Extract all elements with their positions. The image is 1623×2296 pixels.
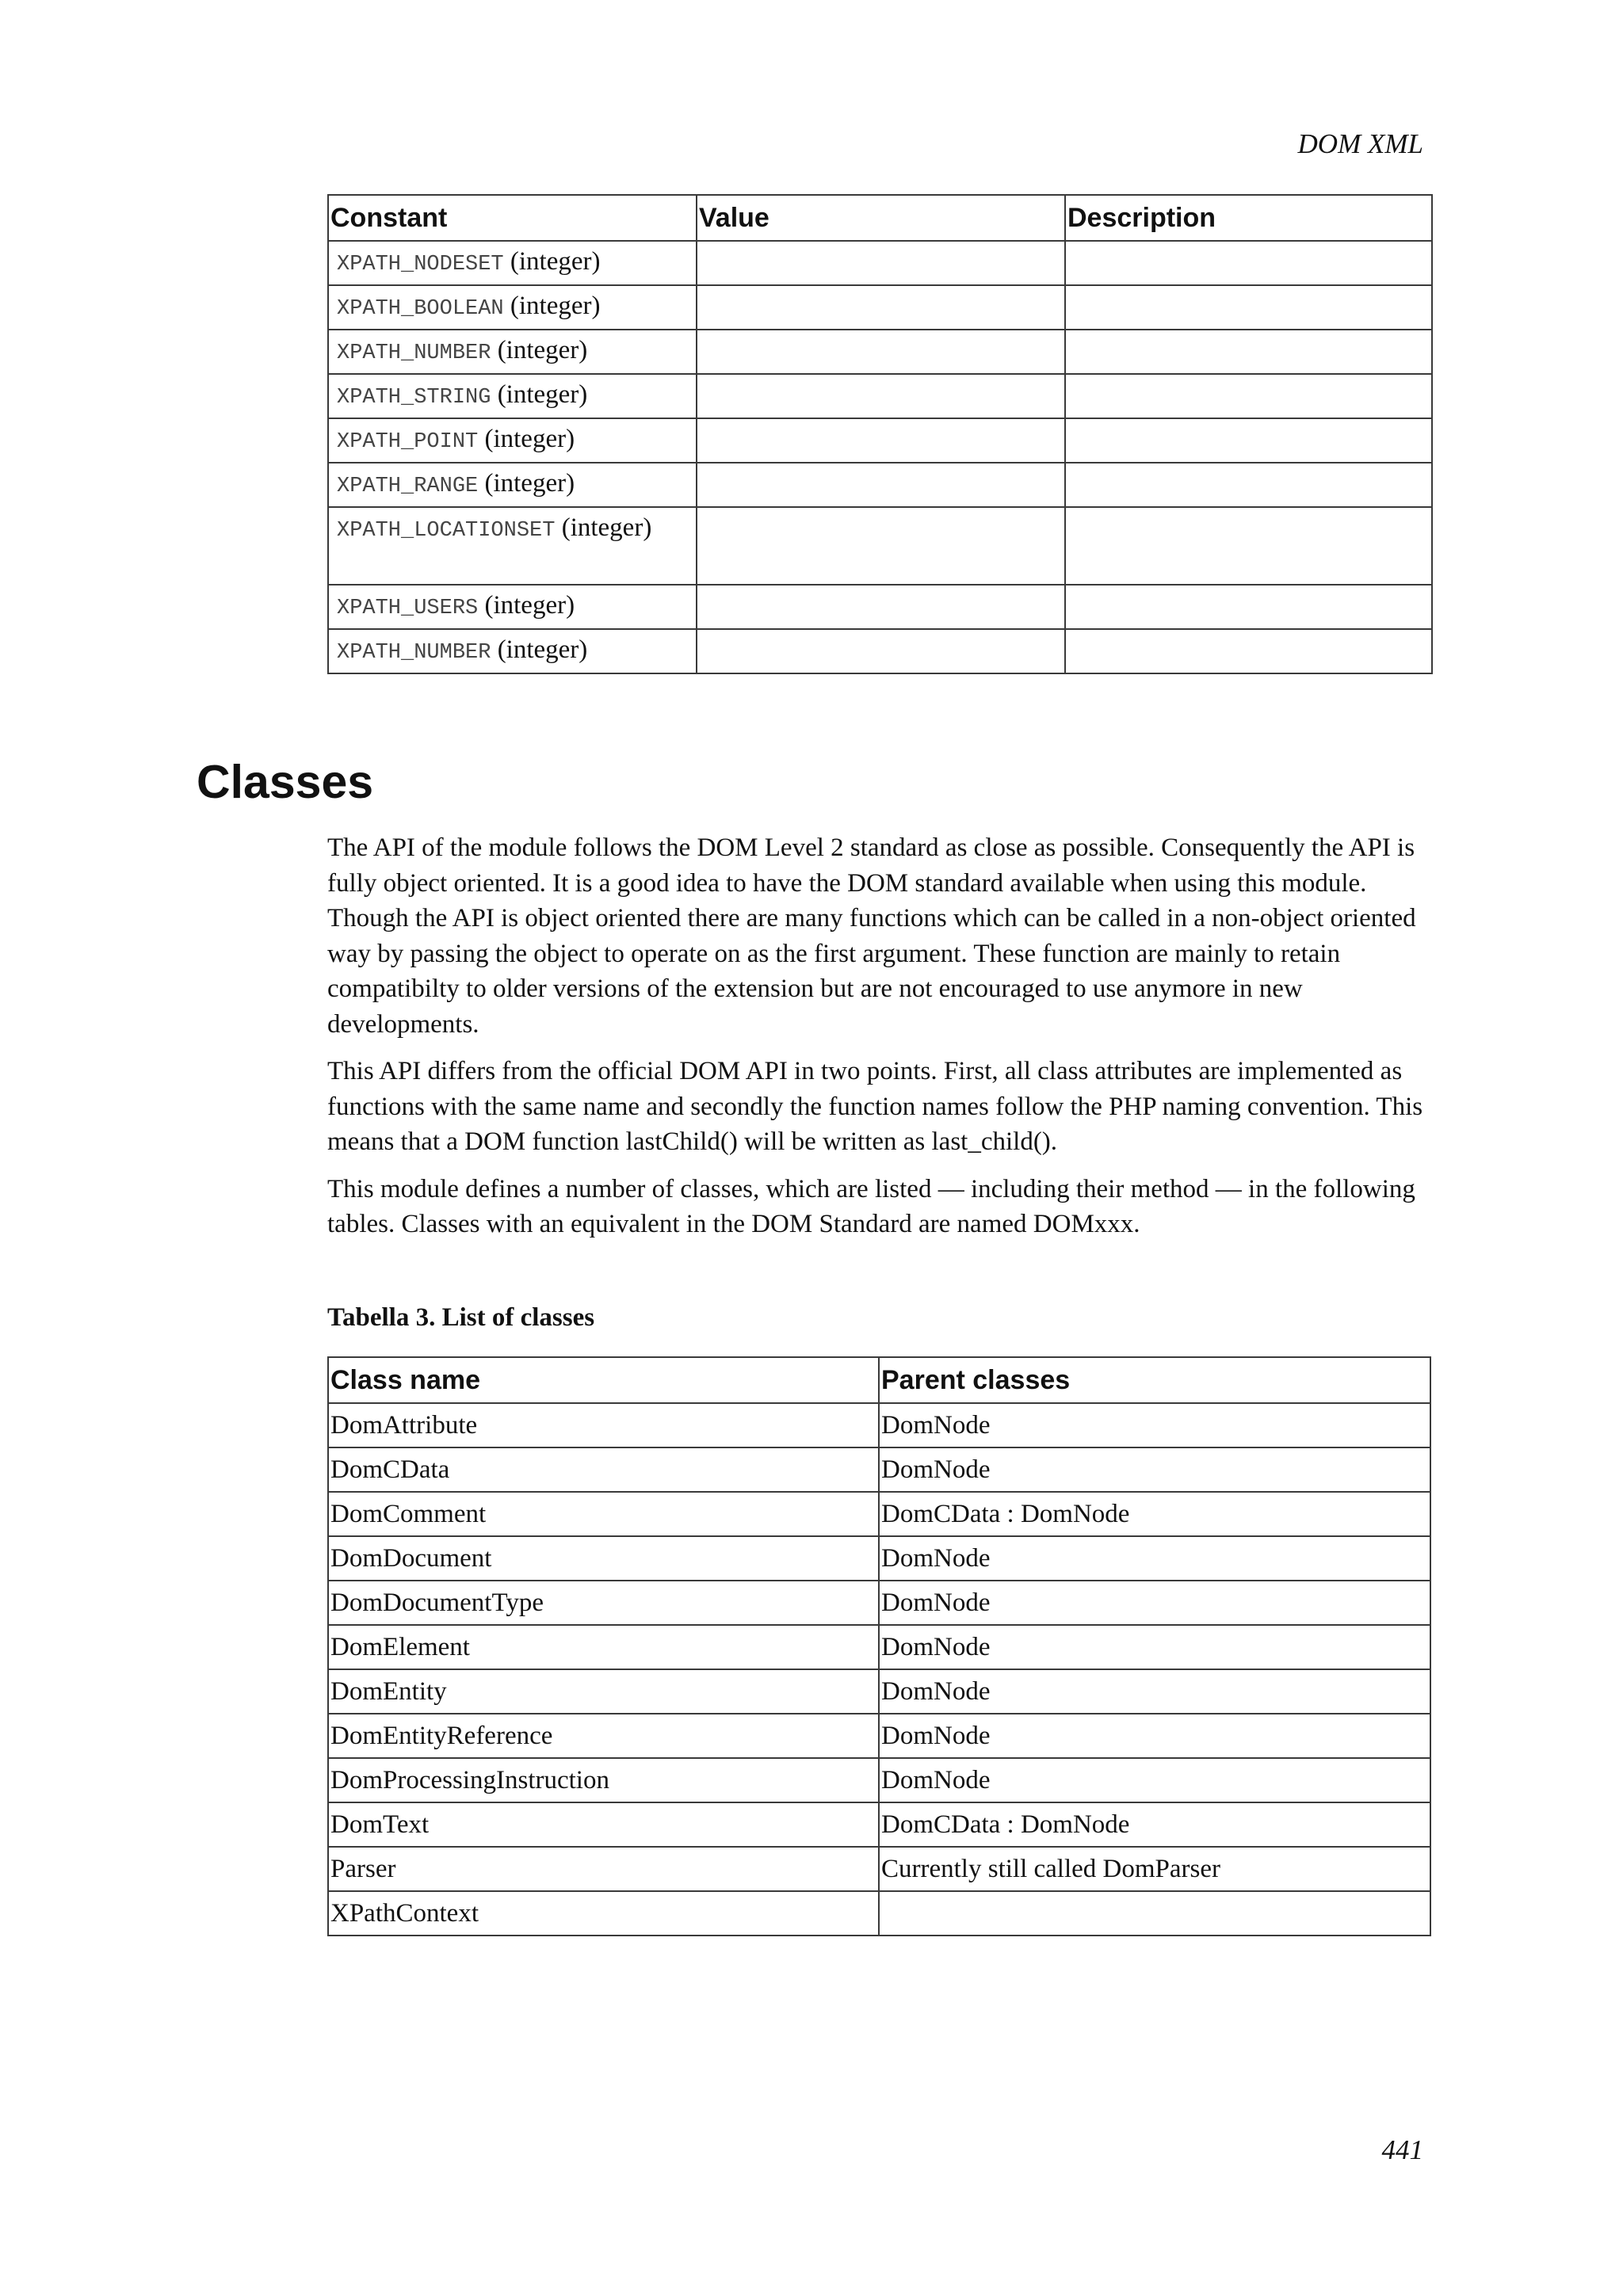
table-row [328,1758,1430,1802]
parent-class-cell: DomNode [879,1714,1430,1758]
constant-cell [328,507,697,585]
table-row [328,1447,1430,1492]
description-cell [1065,507,1432,585]
description-cell [1065,374,1432,418]
constant-type: (integer) [561,513,652,542]
column-header-value: Value [697,195,1065,241]
parent-class-cell: DomNode [879,1403,1430,1447]
constant-type: (integer) [497,336,588,364]
paragraph: This API differs from the official DOM API in two points. First, all class attributes are implemented as functions with the same name and secondly the function names follow the PHP naming convention. This means that a DOM function lastChild() will be written as last_child(). [327,1057,1423,1156]
constant-name: XPATH_NUMBER [337,641,491,665]
value-cell [697,241,1065,285]
classes-table [327,1356,1431,1936]
paragraph: The API of the module follows the DOM Level 2 standard as close as possible. Consequently the API is fully object oriented. It is a good idea to have the DOM standard available when using this module. Though the API is object oriented there are many functions which can be called in a non-object oriented way by passing the object to operate on as the first argument. These function are mainly to retain compatibilty to older versions of the extension but are not encouraged to use anymore in new developments. [327,833,1416,1039]
class-name-cell: DomDocument [328,1536,879,1581]
value-cell [697,418,1065,463]
table-row [328,1714,1430,1758]
class-name-cell: DomText [328,1802,879,1847]
constant-type: (integer) [484,591,575,620]
table-row [328,1847,1430,1891]
classes-table-header [328,1357,1430,1403]
parent-class-cell: DomNode [879,1536,1430,1581]
class-name-cell: DomComment [328,1492,879,1536]
table-row [328,1492,1430,1536]
parent-class-cell: DomCData : DomNode [879,1802,1430,1847]
table-caption: Tabella 3. List of classes [327,1303,595,1332]
constant-name: XPATH_LOCATIONSET [337,519,556,543]
table-row [328,507,1432,585]
class-name-cell: DomEntityReference [328,1714,879,1758]
class-name-cell: DomDocumentType [328,1581,879,1625]
constant-cell [328,285,697,330]
class-name-cell: DomAttribute [328,1403,879,1447]
table-row [328,585,1432,629]
value-cell [697,463,1065,507]
class-name-cell: DomCData [328,1447,879,1492]
description-cell [1065,330,1432,374]
section-heading: Classes [197,756,374,808]
constant-type: (integer) [484,469,575,498]
description-cell [1065,629,1432,673]
column-header-parent-classes: Parent classes [879,1357,1430,1403]
constant-name: XPATH_STRING [337,386,491,410]
value-cell [697,285,1065,330]
page-number: 441 [1381,2134,1423,2165]
table-row [328,629,1432,673]
constant-type: (integer) [497,635,588,664]
constant-cell [328,374,697,418]
parent-class-cell [879,1891,1430,1936]
column-header-class-name: Class name [328,1357,879,1403]
table-row [328,1536,1430,1581]
constant-type: (integer) [510,292,601,320]
constants-table-header [328,195,1432,241]
constant-type: (integer) [497,380,588,409]
section-body [327,830,1437,1254]
table-row [328,1669,1430,1714]
column-header-description: Description [1065,195,1432,241]
table-row [328,374,1432,418]
constant-cell [328,463,697,507]
constant-name: XPATH_RANGE [337,475,479,498]
column-header-constant: Constant [328,195,697,241]
constant-name: XPATH_NODESET [337,253,504,277]
constant-name: XPATH_NUMBER [337,341,491,365]
description-cell [1065,418,1432,463]
class-name-cell: DomEntity [328,1669,879,1714]
description-cell [1065,463,1432,507]
description-cell [1065,241,1432,285]
value-cell [697,330,1065,374]
parent-class-cell: DomNode [879,1581,1430,1625]
constant-type: (integer) [484,425,575,453]
parent-class-cell: DomCData : DomNode [879,1492,1430,1536]
constants-table [327,194,1433,674]
value-cell [697,585,1065,629]
running-header: DOM XML [1297,128,1423,159]
parent-class-cell: DomNode [879,1758,1430,1802]
table-row [328,1802,1430,1847]
class-name-cell: DomProcessingInstruction [328,1758,879,1802]
class-name-cell: DomElement [328,1625,879,1669]
value-cell [697,507,1065,585]
constant-cell [328,629,697,673]
paragraph: This module defines a number of classes, which are listed — including their method — in the following tables. Classes with an equivalent in the DOM Standard are named DOMxxx. [327,1174,1415,1238]
table-row [328,1625,1430,1669]
description-cell [1065,585,1432,629]
table-row [328,1891,1430,1936]
table-row [328,285,1432,330]
constant-cell [328,330,697,374]
constant-cell [328,585,697,629]
table-row [328,1403,1430,1447]
constant-cell [328,241,697,285]
parent-class-cell: DomNode [879,1447,1430,1492]
table-row [328,1581,1430,1625]
table-row [328,330,1432,374]
description-cell [1065,285,1432,330]
value-cell [697,374,1065,418]
table-row [328,241,1432,285]
value-cell [697,629,1065,673]
parent-class-cell: DomNode [879,1625,1430,1669]
parent-class-cell: Currently still called DomParser [879,1847,1430,1891]
table-row [328,418,1432,463]
constant-cell [328,418,697,463]
constant-type: (integer) [510,247,601,276]
constant-name: XPATH_BOOLEAN [337,297,504,321]
parent-class-cell: DomNode [879,1669,1430,1714]
class-name-cell: Parser [328,1847,879,1891]
constant-name: XPATH_POINT [337,430,479,454]
class-name-cell: XPathContext [328,1891,879,1936]
constant-name: XPATH_USERS [337,597,479,620]
table-row [328,463,1432,507]
